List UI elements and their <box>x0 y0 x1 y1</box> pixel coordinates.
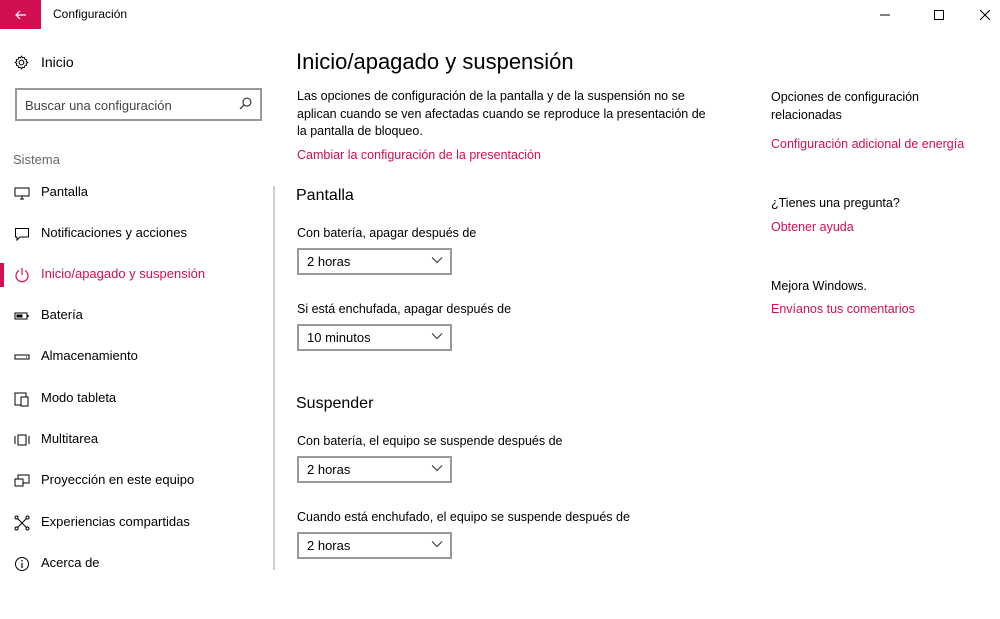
app-title: Configuración <box>53 7 128 21</box>
sidebar-item-inicio-apagado[interactable] <box>0 259 275 291</box>
chevron-down-icon <box>431 256 443 264</box>
sleep-heading: Suspender <box>296 395 374 412</box>
screen-battery-dropdown[interactable] <box>297 248 452 275</box>
search-button[interactable] <box>239 97 252 115</box>
sidebar-item-notificaciones[interactable] <box>0 218 275 250</box>
gear-icon <box>14 55 29 70</box>
sleep-plugged-dropdown[interactable] <box>297 532 452 559</box>
related-settings-heading: Opciones de configuración relacionadas <box>771 90 920 122</box>
sidebar-item-proyeccion[interactable] <box>0 465 275 497</box>
screen-plugged-dropdown[interactable] <box>297 324 452 351</box>
home-label: Inicio <box>41 54 74 70</box>
search-icon <box>239 97 252 110</box>
dropdown-value: 10 minutos <box>307 330 371 345</box>
sidebar <box>0 29 275 619</box>
page-title: Inicio/apagado y suspensión <box>296 49 574 74</box>
chevron-down-icon <box>431 464 443 472</box>
sidebar-item-label: Pantalla <box>41 184 88 199</box>
minimize-button[interactable] <box>862 0 908 29</box>
title-bar <box>0 0 1000 29</box>
sidebar-item-acerca-de[interactable] <box>0 548 275 580</box>
chevron-down-icon <box>431 540 443 548</box>
chevron-down-icon <box>431 332 443 340</box>
feedback-link[interactable]: Envíanos tus comentarios <box>771 302 915 316</box>
back-arrow-icon <box>15 10 27 20</box>
sidebar-item-label: Proyección en este equipo <box>41 472 195 487</box>
section-label-sistema: Sistema <box>13 152 60 167</box>
back-button[interactable] <box>0 0 41 29</box>
dropdown-value: 2 horas <box>307 462 351 477</box>
maximize-button[interactable] <box>916 0 962 29</box>
dropdown-value: 2 horas <box>307 254 351 269</box>
question-heading: ¿Tienes una pregunta? <box>771 196 900 210</box>
multitask-icon <box>14 432 30 448</box>
sidebar-item-label: Modo tableta <box>41 390 117 405</box>
screen-battery-label: Con batería, apagar después de <box>297 226 477 240</box>
info-icon <box>14 556 30 572</box>
tablet-icon <box>14 391 30 407</box>
sidebar-item-modo-tableta[interactable] <box>0 383 275 415</box>
sidebar-item-label: Acerca de <box>41 555 100 570</box>
active-indicator <box>0 263 4 287</box>
search-input[interactable] <box>25 96 230 114</box>
improve-windows-text: Mejora Windows. <box>771 279 867 293</box>
dropdown-value: 2 horas <box>307 538 351 553</box>
projection-icon <box>14 473 30 489</box>
sidebar-item-pantalla[interactable] <box>0 177 275 209</box>
battery-icon <box>14 308 30 324</box>
sidebar-item-label: Inicio/apagado y suspensión <box>41 266 206 281</box>
sidebar-item-label: Almacenamiento <box>41 348 138 363</box>
sleep-plugged-label: Cuando está enchufado, el equipo se suspende después de <box>297 510 630 524</box>
maximize-icon <box>934 10 944 20</box>
search-box[interactable] <box>15 88 262 121</box>
additional-power-link[interactable]: Configuración adicional de energía <box>771 137 965 151</box>
sidebar-item-label: Batería <box>41 307 83 322</box>
sleep-battery-dropdown[interactable] <box>297 456 452 483</box>
sidebar-item-almacenamiento[interactable] <box>0 341 275 373</box>
screen-heading: Pantalla <box>296 187 354 204</box>
change-presentation-link[interactable]: Cambiar la configuración de la presentación <box>297 148 541 162</box>
sidebar-item-label: Notificaciones y acciones <box>41 225 187 240</box>
sidebar-item-multitarea[interactable] <box>0 424 275 456</box>
power-icon <box>14 267 30 283</box>
sidebar-item-experiencias[interactable] <box>0 507 275 539</box>
sidebar-item-label: Multitarea <box>41 431 99 446</box>
screen-plugged-label: Si está enchufada, apagar después de <box>297 302 512 316</box>
notification-icon <box>14 226 30 242</box>
page-description: Las opciones de configuración de la pantalla y de la suspensión no se aplican cuando se ven afectadas cuando se reproduce la presentación de la pantalla de bloqueo. <box>297 89 706 138</box>
get-help-link[interactable]: Obtener ayuda <box>771 220 854 234</box>
minimize-icon <box>880 10 890 20</box>
sidebar-scrollbar[interactable] <box>273 186 275 570</box>
monitor-icon <box>14 185 30 201</box>
close-button[interactable] <box>962 0 1000 29</box>
sidebar-item-bateria[interactable] <box>0 300 275 332</box>
shared-icon <box>14 515 30 531</box>
sidebar-item-label: Experiencias compartidas <box>41 514 190 529</box>
home-nav-item[interactable] <box>14 54 74 70</box>
sleep-battery-label: Con batería, el equipo se suspende después de <box>297 434 563 448</box>
storage-icon <box>14 349 30 365</box>
close-icon <box>980 10 990 20</box>
